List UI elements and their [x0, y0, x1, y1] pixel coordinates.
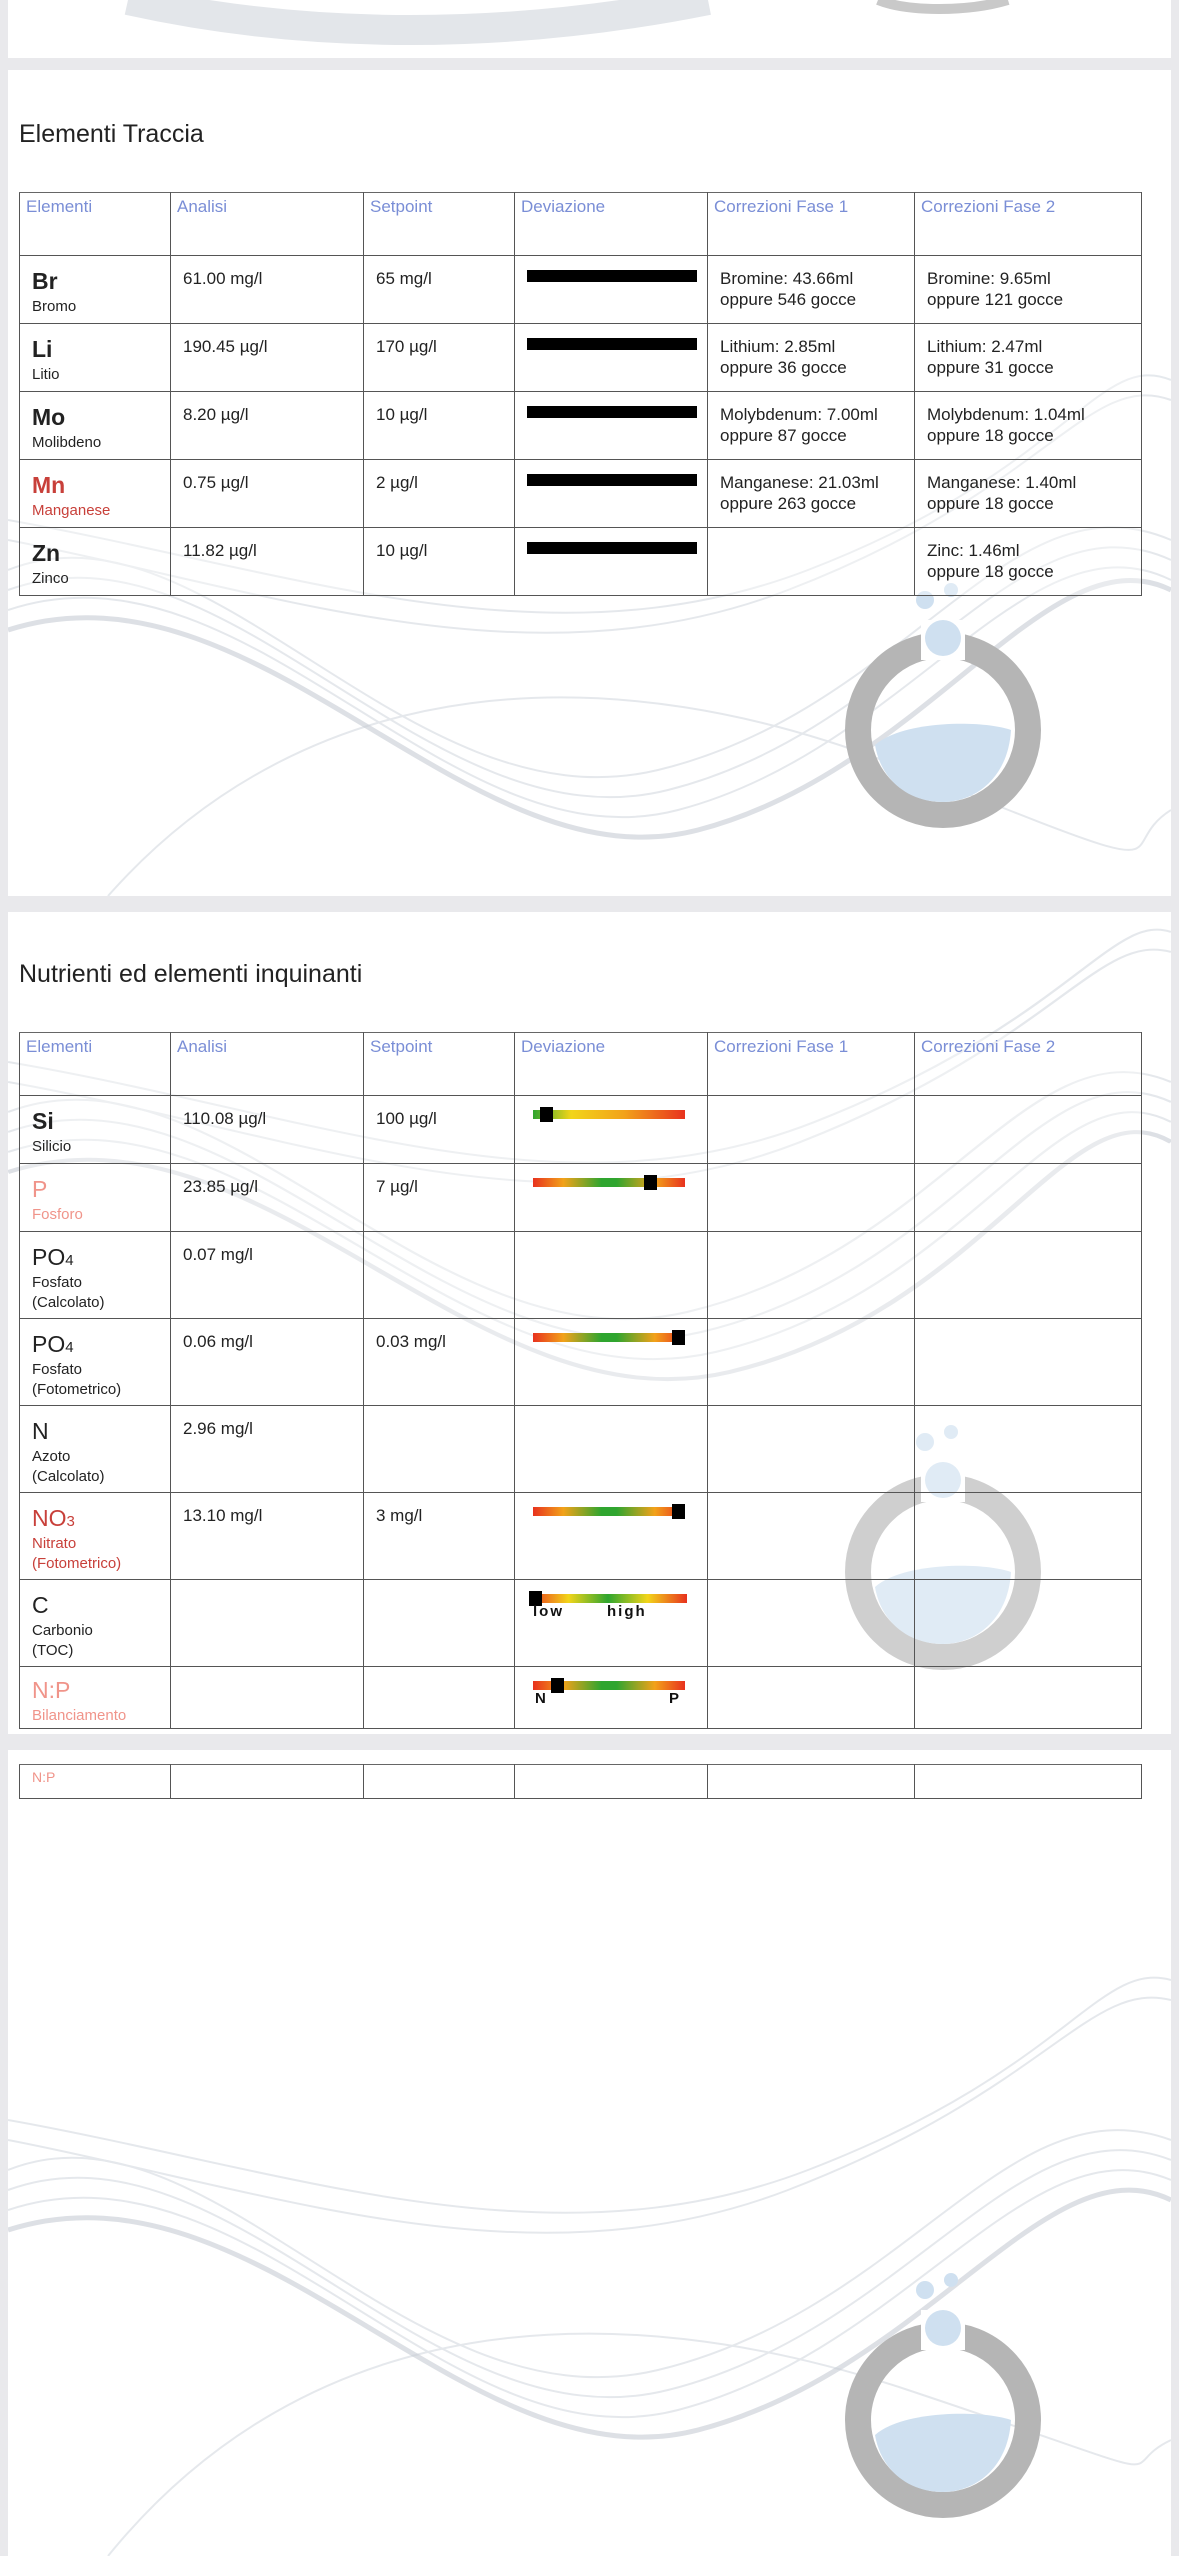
header-setpoint: Setpoint: [364, 1033, 515, 1096]
setpoint-value: 65 mg/l: [376, 269, 432, 288]
gauge-marker: [551, 1678, 564, 1693]
table-row: [20, 392, 1142, 460]
element-name: Fosforo: [32, 1206, 83, 1223]
deviation-bar: [527, 338, 697, 350]
table-row: [20, 324, 1142, 392]
element-name: Carbonio (TOC): [32, 1622, 93, 1659]
header-analysis: Analisi: [171, 193, 364, 256]
correction-phase-1: Lithium: 2.85ml oppure 36 gocce: [720, 337, 847, 378]
table-row: [20, 1164, 1142, 1232]
table-row: [20, 1493, 1142, 1580]
correction-phase-1: [720, 540, 914, 561]
section-title: Elementi Traccia: [19, 120, 204, 148]
section-title: Nutrienti ed elementi inquinanti: [19, 960, 363, 988]
analysis-value: 8.20 µg/l: [183, 405, 249, 424]
deviation-gauge: [529, 1594, 687, 1620]
deviation-gauge: [533, 1333, 685, 1342]
page-trace-elements: [8, 70, 1171, 896]
continuation-table: [19, 1764, 1142, 1799]
element-name: Litio: [32, 366, 60, 383]
correction-phase-1: Molybdenum: 7.00ml oppure 87 gocce: [720, 405, 878, 446]
deviation-gauge: [533, 1178, 685, 1187]
table-row: [20, 528, 1142, 596]
header-setpoint: Setpoint: [364, 193, 515, 256]
page-continuation: [8, 1750, 1171, 2556]
analysis-value: 0.07 mg/l: [183, 1245, 253, 1264]
flask-logo-icon: [843, 580, 1043, 830]
setpoint-value: 7 µg/l: [376, 1177, 418, 1196]
header-corrections-phase-2: Correzioni Fase 2: [915, 193, 1142, 256]
element-name: Bilanciamento: [32, 1707, 127, 1724]
table-row: [20, 1232, 1142, 1319]
nutrients-table: [19, 1032, 1142, 1729]
analysis-value: 110.08 µg/l: [183, 1109, 267, 1128]
element-symbol: Mn: [32, 472, 66, 498]
correction-phase-2: Bromine: 9.65ml oppure 121 gocce: [927, 269, 1064, 310]
table-row: [20, 1765, 1142, 1799]
header-deviation: Deviazione: [515, 1033, 708, 1096]
header-corrections-phase-1: Correzioni Fase 1: [708, 193, 915, 256]
gauge-n-label: N: [535, 1690, 548, 1707]
table-row: [20, 256, 1142, 324]
element-name: Azoto (Calcolato): [32, 1448, 105, 1485]
element-name: Fosfato (Calcolato): [32, 1274, 105, 1311]
deviation-bar: [527, 270, 697, 282]
analysis-value: 23.85 µg/l: [183, 1177, 259, 1196]
header-corrections-phase-1: Correzioni Fase 1: [708, 1033, 915, 1096]
element-symbol: C: [32, 1592, 49, 1618]
deviation-bar: [527, 474, 697, 486]
element-symbol: Mo: [32, 404, 66, 430]
element-symbol: N:P: [32, 1769, 56, 1785]
deviation-bar: [527, 542, 697, 554]
page-nutrients: [8, 912, 1171, 1734]
element-symbol: N:P: [32, 1677, 71, 1703]
trace-elements-table: [19, 192, 1142, 596]
element-symbol: NO3: [32, 1505, 75, 1531]
table-row: [20, 460, 1142, 528]
gauge-marker: [540, 1107, 553, 1122]
element-name: Molibdeno: [32, 434, 102, 451]
header-elements: Elementi: [20, 193, 171, 256]
analysis-value: 11.82 µg/l: [183, 541, 257, 560]
element-symbol: Zn: [32, 540, 61, 566]
correction-phase-1: Bromine: 43.66ml oppure 546 gocce: [720, 269, 857, 310]
page-previous: [8, 0, 1171, 58]
gauge-marker: [644, 1175, 657, 1190]
gauge-p-label: P: [669, 1690, 682, 1707]
header-deviation: Deviazione: [515, 193, 708, 256]
setpoint-value: 3 mg/l: [376, 1506, 423, 1525]
setpoint-value: 100 µg/l: [376, 1109, 437, 1128]
element-name: Fosfato (Fotometrico): [32, 1361, 122, 1398]
element-name: Zinco: [32, 570, 69, 587]
deviation-bar: [527, 406, 697, 418]
deviation-gauge: [533, 1681, 685, 1707]
setpoint-value: 2 µg/l: [376, 473, 418, 492]
element-symbol: PO4: [32, 1244, 74, 1270]
element-symbol: PO4: [32, 1331, 74, 1357]
correction-phase-2: Zinc: 1.46ml oppure 18 gocce: [927, 541, 1054, 582]
correction-phase-2: Manganese: 1.40ml oppure 18 gocce: [927, 473, 1077, 514]
element-name: Bromo: [32, 298, 77, 315]
setpoint-value: 0.03 mg/l: [376, 1332, 446, 1351]
gauge-high-label: high: [607, 1603, 647, 1620]
analysis-value: 2.96 mg/l: [183, 1419, 253, 1438]
correction-phase-2: Molybdenum: 1.04ml oppure 18 gocce: [927, 405, 1085, 446]
correction-phase-1: Manganese: 21.03ml oppure 263 gocce: [720, 473, 879, 514]
analysis-value: 0.75 µg/l: [183, 473, 249, 492]
element-symbol: Li: [32, 336, 53, 362]
header-corrections-phase-2: Correzioni Fase 2: [915, 1033, 1142, 1096]
correction-phase-2: Lithium: 2.47ml oppure 31 gocce: [927, 337, 1054, 378]
gauge-marker: [672, 1504, 685, 1519]
table-row: [20, 1406, 1142, 1493]
setpoint-value: 10 µg/l: [376, 541, 428, 560]
deviation-gauge: [533, 1110, 685, 1119]
table-row: [20, 1580, 1142, 1667]
analysis-value: 0.06 mg/l: [183, 1332, 253, 1351]
setpoint-value: 10 µg/l: [376, 405, 428, 424]
element-name: Nitrato (Fotometrico): [32, 1535, 122, 1572]
background-waves: [8, 0, 1171, 58]
table-row: [20, 1319, 1142, 1406]
element-symbol: P: [32, 1176, 48, 1202]
header-analysis: Analisi: [171, 1033, 364, 1096]
analysis-value: 190.45 µg/l: [183, 337, 268, 356]
element-name: Silicio: [32, 1138, 72, 1155]
element-name: Manganese: [32, 502, 111, 519]
element-symbol: Si: [32, 1108, 54, 1134]
table-row: [20, 1667, 1142, 1729]
analysis-value: 13.10 mg/l: [183, 1506, 263, 1525]
gauge-low-label: low: [533, 1603, 564, 1620]
setpoint-value: 170 µg/l: [376, 337, 437, 356]
gauge-marker: [672, 1330, 685, 1345]
analysis-value: 61.00 mg/l: [183, 269, 263, 288]
table-row: [20, 1096, 1142, 1164]
flask-logo-icon: [843, 2270, 1043, 2520]
element-symbol: Br: [32, 268, 58, 294]
deviation-gauge: [533, 1507, 685, 1516]
header-elements: Elementi: [20, 1033, 171, 1096]
element-symbol: N: [32, 1418, 49, 1444]
